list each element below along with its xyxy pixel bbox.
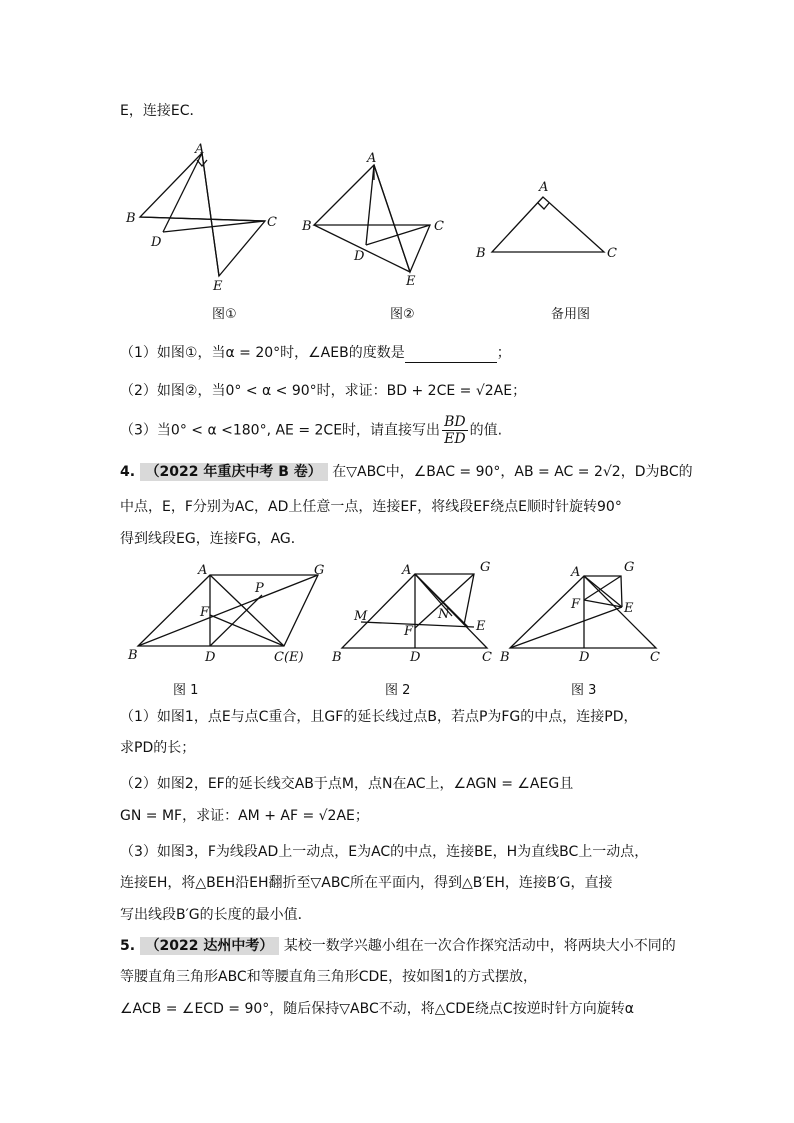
label-CE: C(E) xyxy=(274,650,304,665)
q4-figure-3 xyxy=(498,560,678,665)
label-D: D xyxy=(151,235,162,250)
label-A: A xyxy=(539,180,549,195)
caption-q4-fig2: 图 2 xyxy=(385,683,411,698)
source-tag: （2022 年重庆中考 B 卷） xyxy=(140,463,328,481)
label-D: D xyxy=(579,650,590,665)
label-F: F xyxy=(404,624,414,639)
answer-blank xyxy=(405,348,497,363)
q4-part2a: （2）如图2，EF的延长线交AB于点M，点N在AC上，∠AGN = ∠AEG且 xyxy=(120,776,574,792)
label-A: A xyxy=(195,142,205,157)
label-P: P xyxy=(255,581,264,596)
caption-fig2: 图② xyxy=(390,307,415,322)
q4-figure-2 xyxy=(328,560,508,665)
figure-spare xyxy=(470,175,630,265)
q4-part1a: （1）如图1，点E与点C重合，且GF的延长线过点B，若点P为FG的中点，连接PD， xyxy=(120,709,638,725)
source-tag: （2022 达州中考） xyxy=(140,937,280,955)
q4-line3: 得到线段EG，连接FG，AG． xyxy=(120,531,305,547)
label-B: B xyxy=(332,650,342,665)
label-D: D xyxy=(354,249,365,264)
label-C: C xyxy=(482,650,492,665)
label-B: B xyxy=(476,246,486,261)
label-D: D xyxy=(205,650,216,665)
label-G: G xyxy=(314,563,325,578)
q5-line1: 5. （2022 达州中考） 某校一数学兴趣小组在一次合作探究活动中，将两块大小不同的 xyxy=(120,938,676,954)
q4-figure-1 xyxy=(128,560,338,665)
q4-part3a: （3）如图3，F为线段AD上一动点，E为AC的中点，连接BE，H为直线BC上一动点， xyxy=(120,844,649,860)
q4-part1b: 求PD的长； xyxy=(120,740,196,756)
label-F: F xyxy=(200,605,210,620)
label-A: A xyxy=(198,563,208,578)
label-C: C xyxy=(650,650,660,665)
q3-part2: （2）如图②，当0° < α < 90°时，求证：BD + 2CE = √2AE； xyxy=(120,383,527,399)
label-F: F xyxy=(571,597,581,612)
figure-2 xyxy=(300,150,460,290)
q4-part2b: GN = MF，求证：AM + AF = √2AE； xyxy=(120,808,369,824)
caption-q4-fig3: 图 3 xyxy=(571,683,597,698)
label-E: E xyxy=(406,274,416,289)
label-N: N xyxy=(438,607,450,622)
label-B: B xyxy=(302,219,312,234)
label-E: E xyxy=(624,601,634,616)
q5-line3: ∠ACB = ∠ECD = 90°，随后保持▽ABC不动，将△CDE绕点C按逆时针方向旋转α xyxy=(120,1001,634,1017)
label-D: D xyxy=(410,650,421,665)
figure-1 xyxy=(125,140,285,294)
q4-line1: 4. （2022 年重庆中考 B 卷） 在▽ABC中，∠BAC = 90°，AB = AC = 2√2，D为BC的 xyxy=(120,464,693,480)
label-E: E xyxy=(213,279,223,294)
caption-spare: 备用图 xyxy=(551,307,591,322)
q4-line2: 中点，E，F分别为AC，AD上任意一点，连接EF，将线段EF绕点E顺时针旋转90° xyxy=(120,499,622,515)
q3-part1: （1）如图①，当α = 20°时，∠AEB的度数是 ； xyxy=(120,345,511,361)
label-C: C xyxy=(267,215,277,230)
caption-q4-fig1: 图 1 xyxy=(173,683,199,698)
label-G: G xyxy=(624,560,635,575)
q4-part3c: 写出线段B′G的长度的最小值． xyxy=(120,907,312,923)
top-line: E，连接EC． xyxy=(120,103,204,119)
label-E: E xyxy=(476,619,486,634)
label-G: G xyxy=(480,560,491,575)
label-M: M xyxy=(354,609,368,624)
label-C: C xyxy=(607,246,617,261)
label-B: B xyxy=(500,650,510,665)
label-A: A xyxy=(571,565,581,580)
q3-part3: （3）当0° < α <180°, AE = 2CE时，请直接写出 $\frac{BD}{ED}$ 的值. xyxy=(120,414,503,447)
q4-part3b: 连接EH，将△BEH沿EH翻折至▽ABC所在平面内，得到△B′EH，连接B′G，直接 xyxy=(120,875,613,891)
label-A: A xyxy=(367,151,377,166)
fraction-bd-ed: $\frac{BD}{ED}$ xyxy=(444,414,466,447)
caption-fig1: 图① xyxy=(212,307,237,322)
label-B: B xyxy=(128,648,138,663)
label-B: B xyxy=(126,211,136,226)
label-C: C xyxy=(434,219,444,234)
q5-line2: 等腰直角三角形ABC和等腰直角三角形CDE，按如图1的方式摆放， xyxy=(120,969,538,985)
label-A: A xyxy=(402,563,412,578)
